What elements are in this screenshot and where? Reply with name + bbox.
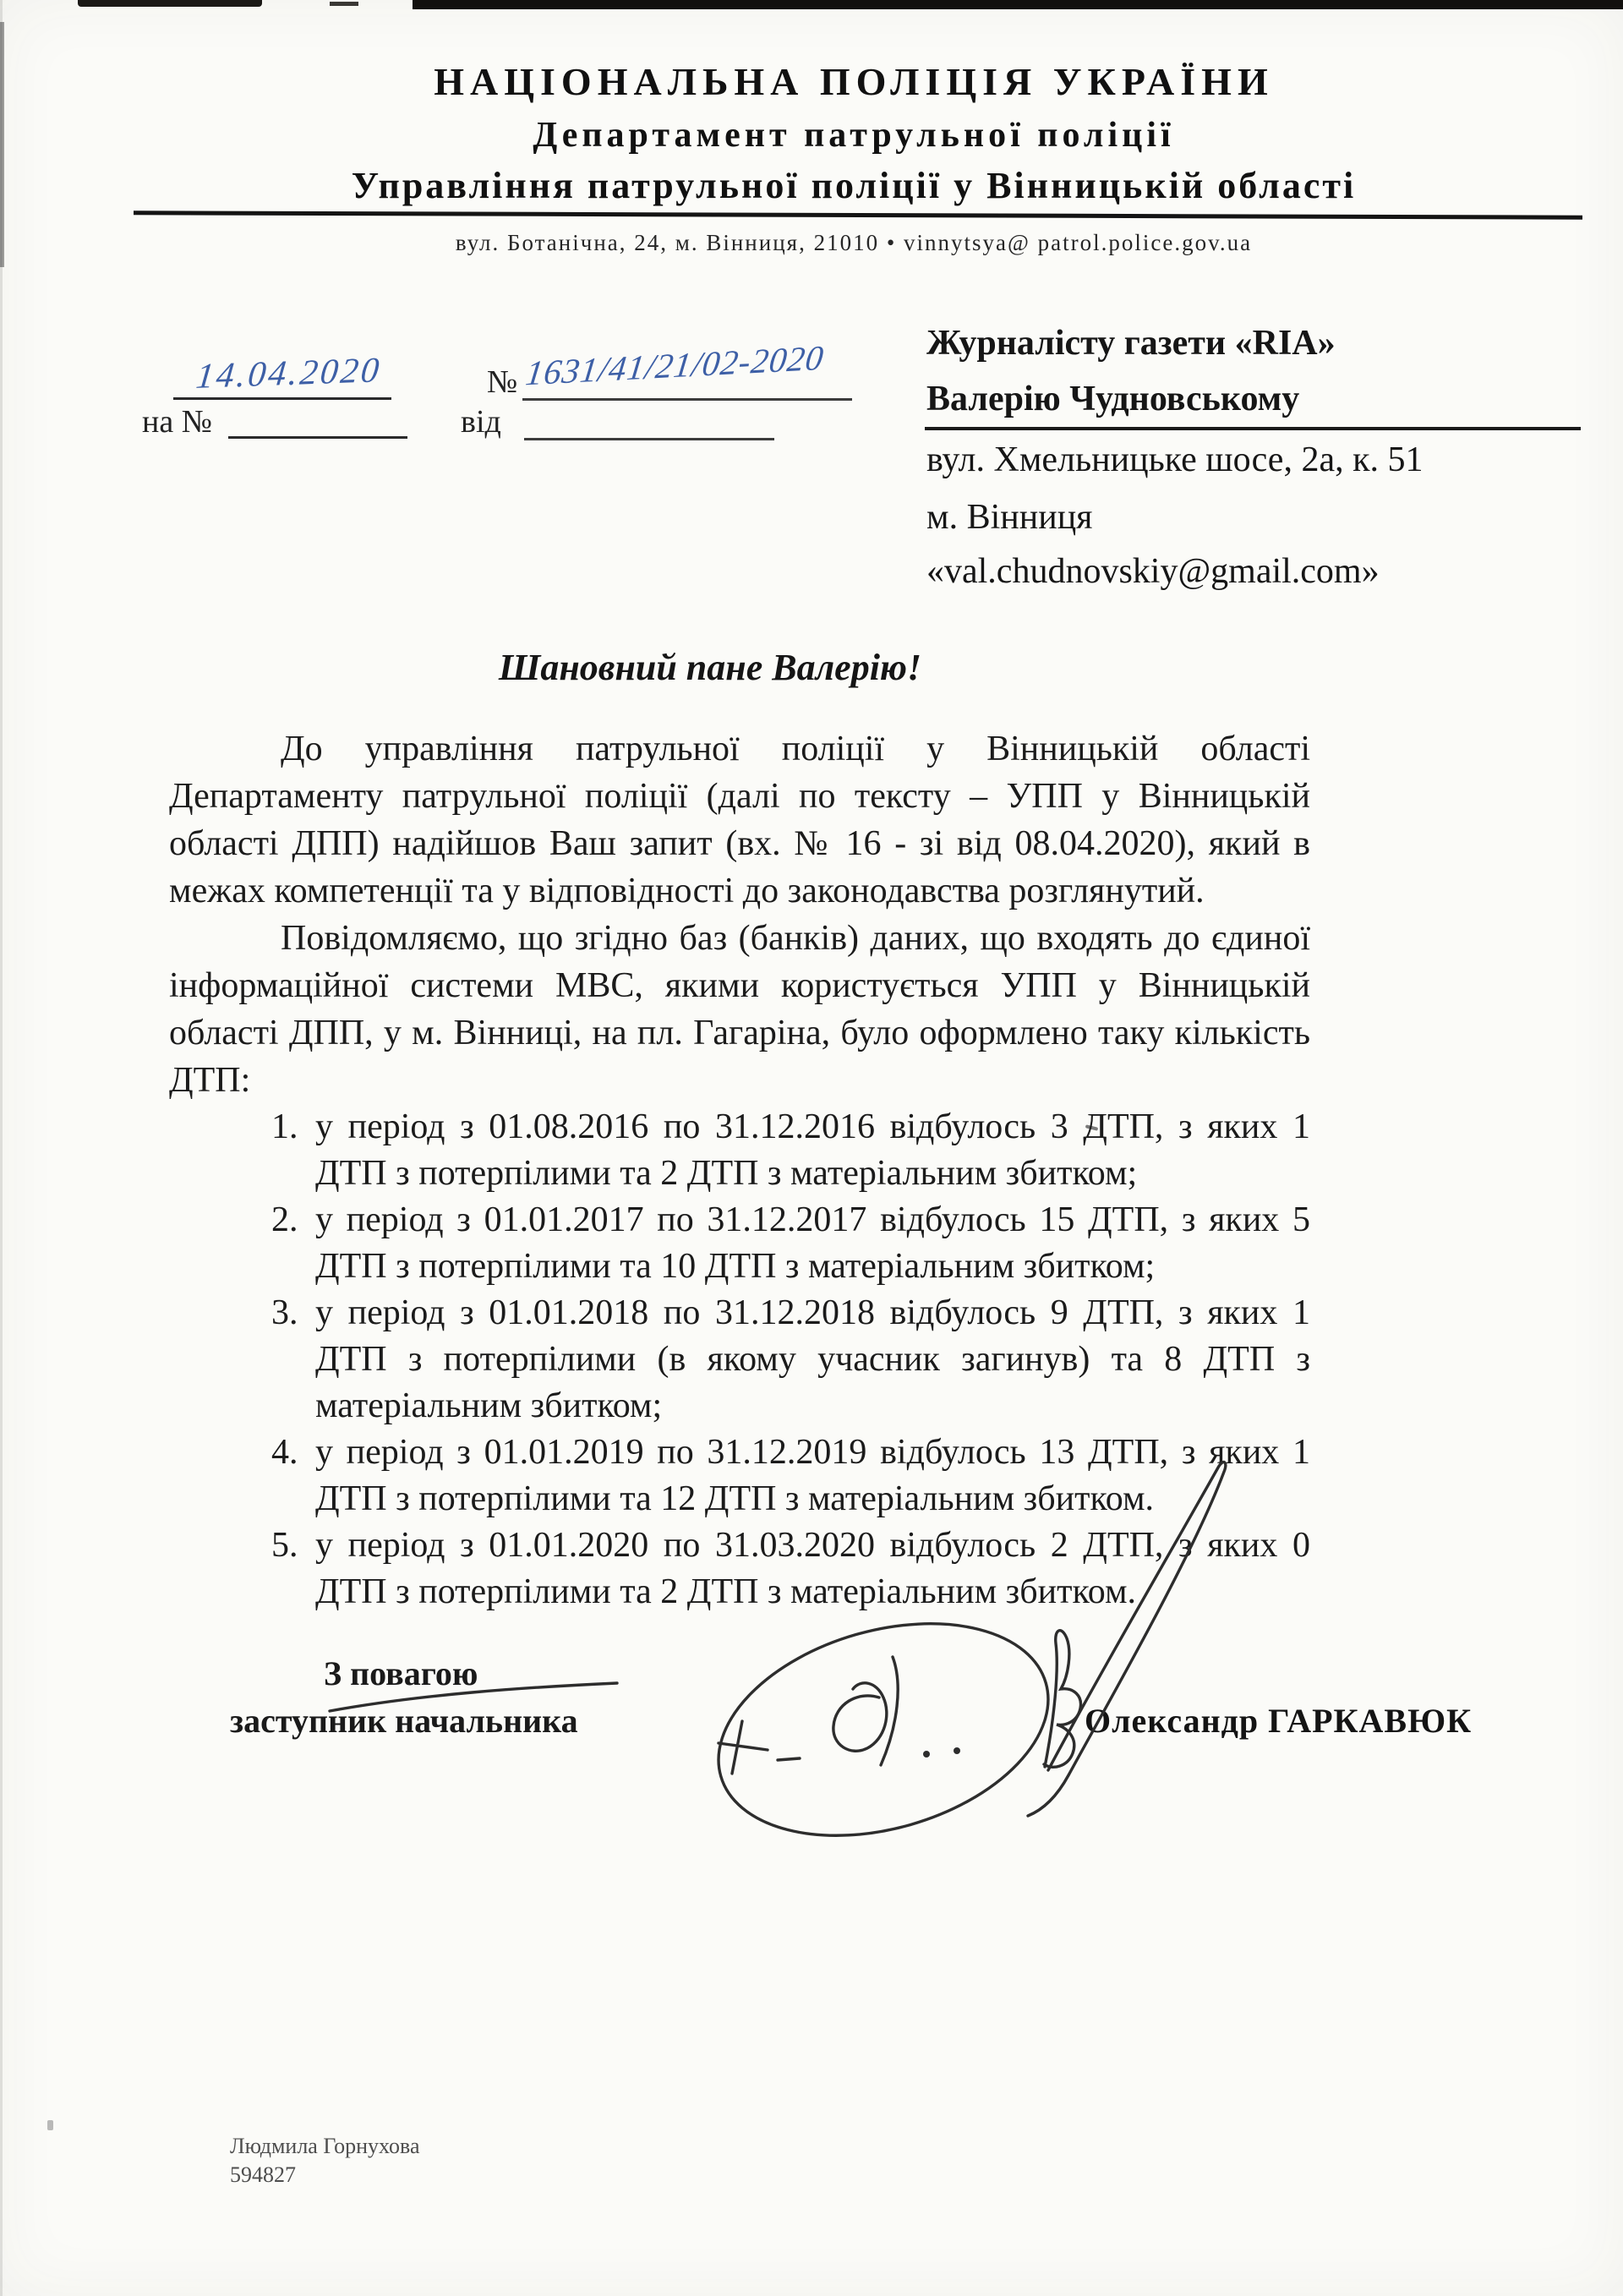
letterhead-org-name: НАЦІОНАЛЬНА ПОЛІЦІЯ УКРАЇНИ: [434, 60, 1274, 103]
signature-dot: [954, 1747, 960, 1754]
executor-name: Людмила Горнухова: [230, 2134, 420, 2158]
accident-statistics-list: [169, 1104, 1310, 1615]
reply-date-underline: [524, 438, 774, 440]
paragraph-report: Повідомляємо, що згідно баз (банків) даних, що входять до єдиної інформаційної системи МВС, якими користується УПП у Вінницькій області ДПП, у м. Вінниці, на пл. Гагаріна, було оформлено таку кількість ДТП:: [169, 919, 1310, 1100]
signer-position: заступник начальника: [230, 1702, 578, 1740]
executor-block: [230, 2132, 420, 2189]
date-underline: [173, 397, 391, 400]
signature-loop: [833, 1683, 887, 1751]
reply-number-underline: [228, 436, 407, 439]
handwritten-date: 14.04.2020: [194, 351, 384, 396]
recipient-role: Журналісту газети «RIA»: [926, 324, 1336, 363]
letterhead-rule: [134, 210, 1582, 219]
recipient-email: «val.chudnovskiy@gmail.com»: [926, 552, 1380, 591]
scan-speck: [47, 2120, 53, 2130]
letterhead-address: вул. Ботанічна, 24, м. Вінниця, 21010 • vinnytsya@ patrol.police.gov.ua: [455, 230, 1253, 255]
letter-body: [169, 725, 1310, 1615]
recipient-city: м. Вінниця: [926, 498, 1093, 537]
list-item-2016: 1. у період з 01.08.2016 по 31.12.2016 відбулось 3 ДТП, з яких 1 ДТП з потерпілими та 2 ДТП з матеріальним збитком;: [307, 1104, 1310, 1197]
reply-date-label: від: [461, 404, 501, 440]
signature-b-flourish: [1044, 1631, 1080, 1768]
letterhead-department: Департамент патрульної поліції: [533, 116, 1175, 155]
executor-phone: 594827: [230, 2162, 296, 2187]
list-item-2018: 3. у період з 01.01.2018 по 31.12.2018 відбулось 9 ДТП, з яких 1 ДТП з потерпілими (в якому учасник загинув) та 8 ДТП з матеріальним збитком;: [307, 1290, 1310, 1430]
recipient-street: вул. Хмельницьке шосе, 2а, к. 51: [926, 440, 1424, 479]
signer-name: Олександр ГАРКАВЮК: [1085, 1702, 1473, 1740]
signature-ellipse: [693, 1588, 1073, 1871]
closing-phrase: З повагою: [324, 1654, 478, 1692]
handwritten-outgoing-number: 1631/41/21/02-2020: [523, 337, 827, 393]
signature-dot: [923, 1751, 930, 1758]
reply-to-number-label: на №: [142, 404, 212, 440]
number-sign-label: №: [487, 364, 518, 400]
scan-artifact-left-edge: [0, 0, 3, 2296]
list-item-2019: 4. у період з 01.01.2019 по 31.12.2019 відбулось 13 ДТП, з яких 1 ДТП з потерпілими та 12 ДТП з матеріальним збитком.: [307, 1430, 1310, 1522]
letterhead-directorate: Управління патрульної поліції у Вінницькій області: [351, 165, 1357, 206]
recipient-name: Валерію Чудновському: [926, 380, 1300, 418]
salutation: Шановний пане Валерію!: [498, 647, 922, 688]
scan-artifact-top-band: [413, 0, 1623, 9]
signature-cross-mark: [719, 1721, 800, 1774]
number-underline: [522, 398, 852, 401]
signature-ascender: [881, 1657, 898, 1765]
scan-artifact-top-dot: [330, 2, 358, 6]
paragraph-intro: До управління патрульної поліції у Вінницькій області Департаменту патрульної поліції (далі по тексту – УПП у Вінницькій області ДПП) надійшов Ваш запит (вх. № 16 - зі від 08.04.2020), який в межах компетенції та у відповідності до законодавства розглянутий.: [169, 730, 1310, 910]
scan-artifact-top-blob: [78, 0, 262, 7]
list-item-2020: 5. у період з 01.01.2020 по 31.03.2020 відбулось 2 ДТП, з яких 0 ДТП з потерпілими та 2 ДТП з матеріальним збитком.: [307, 1522, 1310, 1615]
recipient-underline: [925, 427, 1581, 430]
list-item-2017: 2. у період з 01.01.2017 по 31.12.2017 відбулось 15 ДТП, з яких 5 ДТП з потерпілими та 10 ДТП з матеріальним збитком;: [307, 1197, 1310, 1290]
